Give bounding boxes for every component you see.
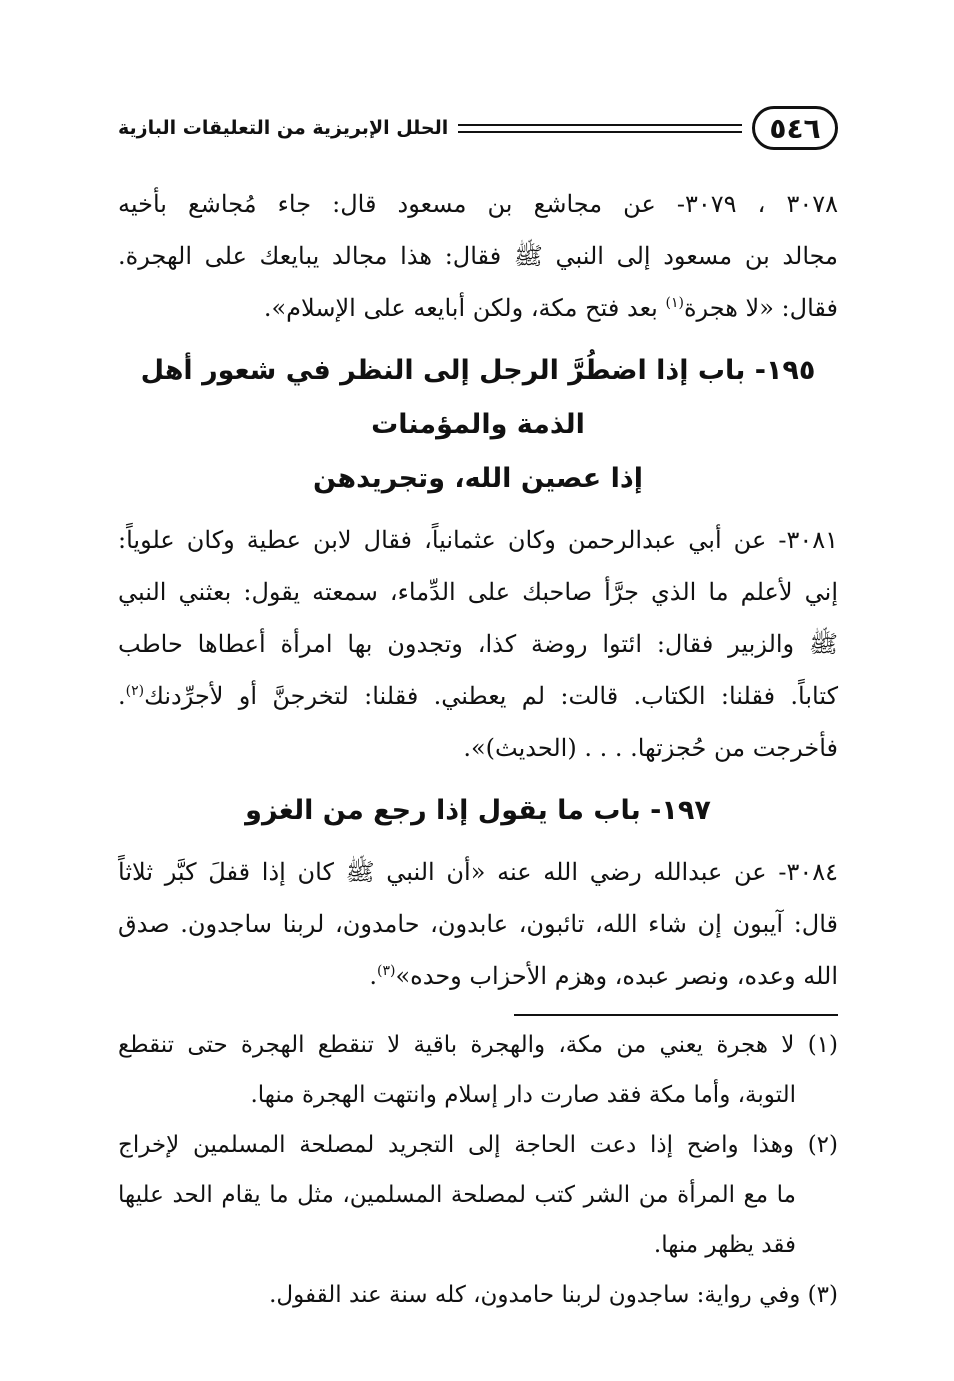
- footnotes: [118, 1020, 838, 1320]
- chapter-heading-line: إذا عصين الله، وتجريدهن: [313, 463, 643, 494]
- footnote-line: [118, 1270, 838, 1320]
- hadith-3081: [118, 514, 838, 774]
- text-line: ٣٠٨١- عن أبي عبدالرحمن وكان عثمانياً، فقال لابن عطية وكان علوياً:: [118, 526, 838, 554]
- book-title: الحلل الإبريزية من التعليقات البازية: [118, 117, 449, 139]
- text-fragment: .: [118, 682, 126, 710]
- footnote-3: [118, 1270, 838, 1320]
- text-line: [118, 282, 838, 334]
- text-line: مجالد بن مسعود إلى النبي ﷺ فقال: هذا مجالد يبايعك على الهجرة.: [118, 242, 838, 270]
- footnote-ref-2[interactable]: (٢): [125, 683, 145, 699]
- footnote-number: (١): [807, 1032, 839, 1058]
- footnote-line: [118, 1120, 838, 1170]
- page-number-text: ٥٤٦: [769, 111, 821, 145]
- footnote-ref-3[interactable]: (٣): [377, 963, 396, 979]
- footnote-text: وهذا واضح إذا دعت الحاجة إلى التجريد لمصلحة المسلمين لإخراج: [118, 1132, 794, 1158]
- footnote-line: [118, 1020, 838, 1070]
- footnote-number: (٣): [807, 1282, 838, 1308]
- chapter-heading-line: ١٩٥- باب إذا اضطُرَّ الرجل إلى النظر في شعور أهل الذمة والمؤمنات: [140, 355, 816, 440]
- header-double-rule: [458, 124, 742, 133]
- footnote-line: ما مع المرأة من الشر كتب لمصلحة المسلمين، مثل ما يقام الحد عليها: [118, 1182, 796, 1208]
- text-fragment: كتاباً. فقلنا: الكتاب. قالت: لم يعطني. فقلنا: لتخرجنَّ أو لأجرِّدنك: [144, 682, 838, 710]
- footnote-2: [118, 1120, 838, 1270]
- footnote-number: (٢): [807, 1132, 839, 1158]
- footnote-text: وفي رواية: ساجدون لربنا حامدون، كله سنة عند القفول.: [269, 1282, 801, 1308]
- text-fragment: فقال: «لا هجرة: [683, 294, 838, 322]
- footnote-line: فقد يظهر منها.: [653, 1232, 796, 1258]
- page-header: [118, 100, 838, 156]
- text-line: ٣٠٧٨ ، ٣٠٧٩- عن مجاشع بن مسعود قال: جاء مُجاشع بأخيه: [118, 190, 838, 218]
- footnote-ref-1[interactable]: (١): [665, 295, 684, 311]
- text-line: ٣٠٨٤- عن عبدالله رضي الله عنه «أن النبي ﷺ كان إذا قفلَ كبَّر ثلاثاً: [118, 858, 838, 886]
- hadith-3078: [118, 178, 838, 334]
- text-line: قال: آيبون إن شاء الله، تائبون، عابدون، حامدون، لربنا ساجدون. صدق: [118, 910, 839, 938]
- text-fragment: الله وعده، ونصر عبده، وهزم الأحزاب وحده»: [395, 962, 838, 990]
- footnote-text: لا هجرة يعني من مكة، والهجرة باقية لا تنقطع الهجرة حتى تنقطع: [118, 1032, 795, 1058]
- text-fragment: .: [369, 962, 377, 990]
- page-number: [752, 106, 838, 150]
- text-line: [118, 670, 838, 722]
- chapter-heading-line: ١٩٧- باب ما يقول إذا رجع من الغزو: [245, 795, 711, 826]
- text-line: فأخرجت من حُجزتها. . . . (الحديث)».: [463, 734, 838, 762]
- chapter-heading-197: [118, 784, 838, 838]
- page-body: [118, 178, 838, 1320]
- chapter-heading-195: [118, 344, 838, 506]
- text-line: إني لأعلم ما الذي جرَّأ صاحبك على الدِّماء، سمعته يقول: بعثني النبي: [118, 578, 838, 606]
- footnote-1: [118, 1020, 838, 1120]
- hadith-3084: [118, 846, 838, 1002]
- footnote-line: التوبة، وأما مكة فقد صارت دار إسلام وانتهت الهجرة منها.: [250, 1082, 796, 1108]
- text-line: ﷺ والزبير فقال: ائتوا روضة كذا، وتجدون بها امرأة أعطاها حاطب: [118, 630, 838, 658]
- text-fragment: بعد فتح مكة، ولكن أبايعه على الإسلام».: [263, 294, 666, 322]
- footnote-separator: [514, 1014, 838, 1016]
- text-line: [118, 950, 838, 1002]
